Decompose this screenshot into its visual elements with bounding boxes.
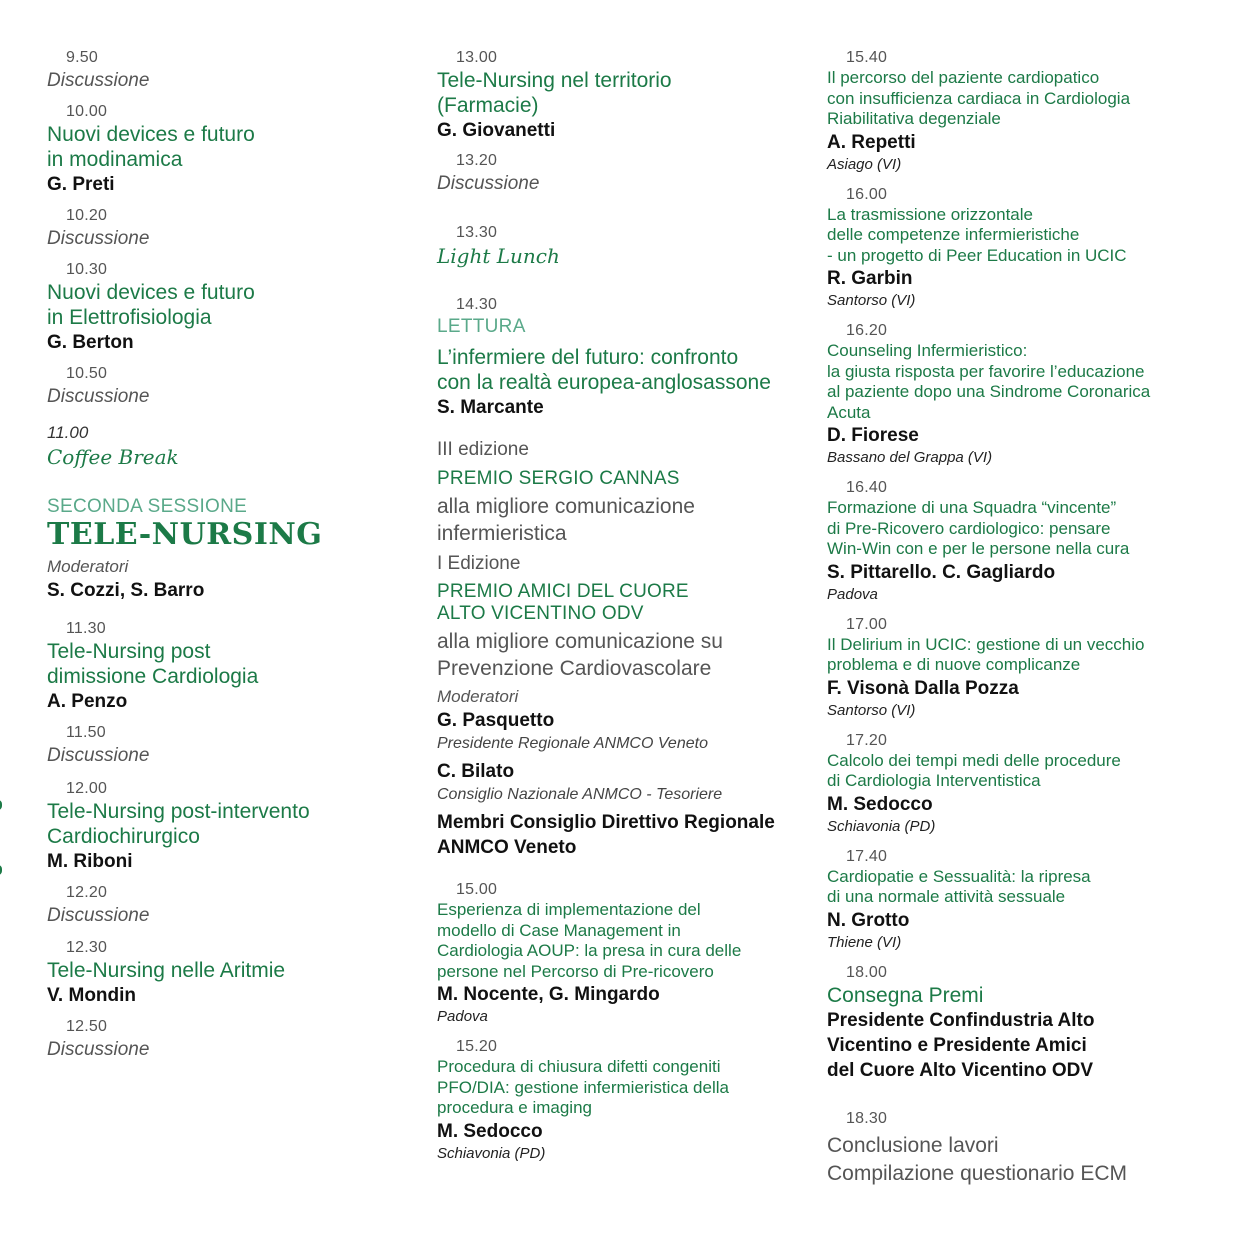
moderator-group-line: ANMCO Veneto	[437, 837, 577, 858]
speaker-location: Padova	[827, 585, 878, 603]
time-label: 12.20	[66, 884, 108, 901]
coffee-break-label: Coffee Break	[47, 445, 179, 469]
award-presenters	[827, 1008, 1222, 1083]
award-title-line: ALTO VICENTINO ODV	[437, 603, 644, 624]
discussion-label: Discussione	[47, 745, 150, 766]
talk-title-line: Nuovi devices e futuro	[47, 281, 255, 304]
talk-title	[437, 900, 812, 982]
speaker-name: M. Sedocco	[437, 1120, 543, 1142]
edge-mark	[0, 800, 2, 810]
speaker-name: G. Giovanetti	[437, 120, 556, 141]
talk-title-line: Procedura di chiusura difetti congeniti	[437, 1057, 721, 1076]
time-label: 10.20	[66, 207, 108, 224]
program-column-2	[437, 48, 812, 1164]
talk-title-line: problema e di nuove complicanze	[827, 655, 1081, 674]
talk-title-line: procedura e imaging	[437, 1098, 592, 1117]
moderator-role: Consiglio Nazionale ANMCO - Tesoriere	[437, 786, 723, 803]
speaker-name: S. Pittarello. C. Gagliardo	[827, 561, 1056, 583]
time-label: 15.00	[456, 881, 498, 898]
talk-title-line: Win-Win con e per le persone nella cura	[827, 539, 1130, 558]
talk-title-line: Il percorso del paziente cardiopatico	[827, 68, 1100, 87]
time-label: 16.40	[846, 479, 888, 496]
award-title: PREMIO SERGIO CANNAS	[437, 468, 680, 489]
moderator-name: G. Pasquetto	[437, 710, 555, 731]
time-label: 13.30	[456, 224, 498, 241]
award-description-line: alla migliore comunicazione su	[437, 630, 723, 653]
talk-title-line: L’infermiere del futuro: confronto	[437, 346, 739, 369]
discussion-label: Discussione	[47, 1039, 150, 1060]
talk-title-line: persone nel Percorso di Pre-ricovero	[437, 961, 714, 981]
speaker-location: Bassano del Grappa (VI)	[827, 449, 993, 466]
time-label: 18.00	[846, 963, 888, 981]
time-label: 18.30	[846, 1109, 888, 1127]
talk-title-line: di Pre-Ricovero cardiologico: pensare	[827, 518, 1111, 538]
talk-title	[827, 341, 1222, 423]
speaker-name: A. Repetti	[827, 131, 916, 153]
talk-title-line: di una normale attività sessuale	[827, 887, 1066, 906]
speaker-location: Schiavonia (PD)	[827, 817, 936, 835]
speaker-name: D. Fiorese	[827, 425, 919, 446]
award-title-line: PREMIO AMICI DEL CUORE	[437, 581, 689, 602]
closing-block	[827, 1132, 1222, 1188]
talk-title-line: (Farmacie)	[437, 94, 539, 117]
talk-title	[827, 751, 1222, 792]
time-label: 9.50	[66, 49, 98, 66]
edge-mark	[0, 865, 2, 875]
talk-title-line: Riabilitativa degenziale	[827, 109, 1001, 128]
talk-title-line: Esperienza di implementazione del	[437, 900, 701, 919]
talk-title-line: Tele-Nursing post	[47, 640, 211, 663]
speaker-name: S. Marcante	[437, 397, 544, 418]
presenter-line: del Cuore Alto Vicentino ODV	[827, 1059, 1094, 1081]
time-label: 12.00	[66, 780, 108, 797]
discussion-label: Discussione	[437, 173, 540, 194]
talk-title-line: Il Delirium in UCIC: gestione di un vecchio	[827, 634, 1145, 654]
talk-title-line: Nuovi devices e futuro	[47, 123, 255, 146]
talk-title	[437, 68, 812, 118]
edition-label: I Edizione	[437, 553, 521, 574]
speaker-location: Schiavonia (PD)	[437, 1144, 546, 1162]
time-label: 11.30	[66, 620, 106, 637]
speaker-name: N. Grotto	[827, 909, 910, 931]
discussion-label: Discussione	[47, 70, 150, 91]
time-label: 10.50	[66, 365, 108, 382]
speaker-location: Santorso (VI)	[827, 292, 916, 309]
speaker-name: F. Visonà Dalla Pozza	[827, 677, 1019, 699]
presenter-line: Presidente Confindustria Alto	[827, 1009, 1095, 1031]
session-label: SECONDA SESSIONE	[47, 496, 248, 517]
talk-title: Consegna Premi	[827, 983, 984, 1007]
moderator-group	[437, 810, 812, 860]
talk-title-line: in modinamica	[47, 148, 183, 171]
talk-title-line: Tele-Nursing nel territorio	[437, 69, 672, 92]
talk-title-line: delle competenze infermieristiche	[827, 225, 1080, 244]
time-label: 13.20	[456, 152, 498, 169]
talk-title-line: Calcolo dei tempi medi delle procedure	[827, 750, 1121, 770]
talk-title: Tele-Nursing nelle Aritmie	[47, 959, 286, 982]
time-label: 10.30	[66, 261, 108, 278]
talk-title-line: di Cardiologia Interventistica	[827, 771, 1041, 790]
program-column-1	[47, 48, 407, 1063]
moderator-group-line: Membri Consiglio Direttivo Regionale	[437, 812, 775, 833]
time-label: 12.50	[66, 1018, 108, 1035]
talk-title-line: dimissione Cardiologia	[47, 665, 259, 688]
moderators-label: Moderatori	[47, 557, 129, 576]
talk-title	[47, 799, 407, 849]
time-label: 13.00	[456, 49, 498, 66]
award-description-line: Prevenzione Cardiovascolare	[437, 657, 712, 680]
talk-title	[827, 867, 1222, 908]
talk-title	[827, 205, 1222, 267]
speaker-location: Asiago (VI)	[827, 155, 902, 173]
talk-title-line: la giusta risposta per favorire l’educazione	[827, 361, 1145, 381]
time-label: 16.00	[846, 185, 888, 203]
talk-title-line: PFO/DIA: gestione infermieristica della	[437, 1077, 729, 1097]
lecture-label: LETTURA	[437, 316, 526, 337]
speaker-name: M. Riboni	[47, 851, 133, 872]
time-label: 14.30	[456, 296, 498, 313]
talk-title-line: - un progetto di Peer Education in UCIC	[827, 245, 1127, 265]
speaker-name: M. Nocente, G. Mingardo	[437, 984, 660, 1005]
time-label: 17.00	[846, 615, 888, 633]
talk-title-line: Acuta	[827, 402, 871, 422]
talk-title-line: Tele-Nursing post-intervento	[47, 800, 310, 823]
time-label: 17.40	[846, 847, 888, 865]
discussion-label: Discussione	[47, 386, 150, 407]
talk-title	[827, 635, 1222, 676]
talk-title	[437, 1057, 812, 1119]
speaker-name: R. Garbin	[827, 268, 913, 289]
speaker-name: A. Penzo	[47, 691, 128, 712]
talk-title-line: Cardiopatie e Sessualità: la ripresa	[827, 866, 1091, 886]
award-description	[437, 493, 812, 547]
award-description-line: alla migliore comunicazione	[437, 495, 695, 518]
discussion-label: Discussione	[47, 228, 150, 249]
speaker-location: Thiene (VI)	[827, 933, 902, 951]
edition-label: III edizione	[437, 439, 529, 460]
time-label: 10.00	[66, 103, 108, 120]
talk-title-line: Counseling Infermieristico:	[827, 341, 1028, 360]
speaker-name: G. Berton	[47, 332, 134, 353]
time-label: 17.20	[846, 731, 888, 749]
closing-line: Conclusione lavori	[827, 1133, 999, 1157]
talk-title-line: Cardiologia AOUP: la presa in cura delle	[437, 941, 742, 960]
talk-title-line: in Elettrofisiologia	[47, 306, 212, 329]
discussion-label: Discussione	[47, 905, 150, 926]
talk-title	[47, 639, 407, 689]
moderator-name: C. Bilato	[437, 761, 515, 782]
talk-title-line: Formazione di una Squadra “vincente”	[827, 498, 1117, 517]
award-description-line: infermieristica	[437, 522, 567, 545]
award-description	[437, 628, 812, 682]
time-label: 15.40	[846, 49, 888, 66]
speaker-name: V. Mondin	[47, 985, 137, 1006]
closing-line: Compilazione questionario ECM	[827, 1161, 1127, 1185]
speaker-location: Padova	[437, 1008, 488, 1025]
moderators-label: Moderatori	[437, 687, 519, 706]
speaker-name: M. Sedocco	[827, 793, 933, 815]
talk-title-line: al paziente dopo una Sindrome Coronarica	[827, 382, 1151, 401]
talk-title-line: La trasmissione orizzontale	[827, 204, 1033, 224]
time-label: 11.50	[66, 724, 106, 741]
break-time: 11.00	[47, 423, 89, 442]
presenter-line: Vicentino e Presidente Amici	[827, 1034, 1087, 1056]
award-title	[437, 581, 812, 625]
talk-title	[47, 122, 407, 172]
talk-title-line: con insufficienza cardiaca in Cardiologia	[827, 88, 1131, 108]
session-title: TELE-NURSING	[47, 517, 323, 552]
time-label: 12.30	[66, 939, 108, 956]
speaker-location: Santorso (VI)	[827, 701, 916, 719]
talk-title-line: modello di Case Management in	[437, 920, 681, 940]
lunch-label: Light Lunch	[437, 244, 560, 268]
moderators-names: S. Cozzi, S. Barro	[47, 580, 205, 601]
talk-title	[47, 280, 407, 330]
talk-title	[827, 498, 1222, 560]
talk-title-line: Cardiochirurgico	[47, 825, 200, 848]
talk-title	[827, 68, 1222, 130]
talk-title-line: con la realtà europea-anglosassone	[437, 371, 771, 394]
moderator-role: Presidente Regionale ANMCO Veneto	[437, 735, 708, 752]
time-label: 15.20	[456, 1038, 498, 1055]
time-label: 16.20	[846, 322, 888, 339]
speaker-name: G. Preti	[47, 174, 115, 195]
program-column-3	[827, 48, 1222, 1188]
lecture-title	[437, 345, 812, 395]
